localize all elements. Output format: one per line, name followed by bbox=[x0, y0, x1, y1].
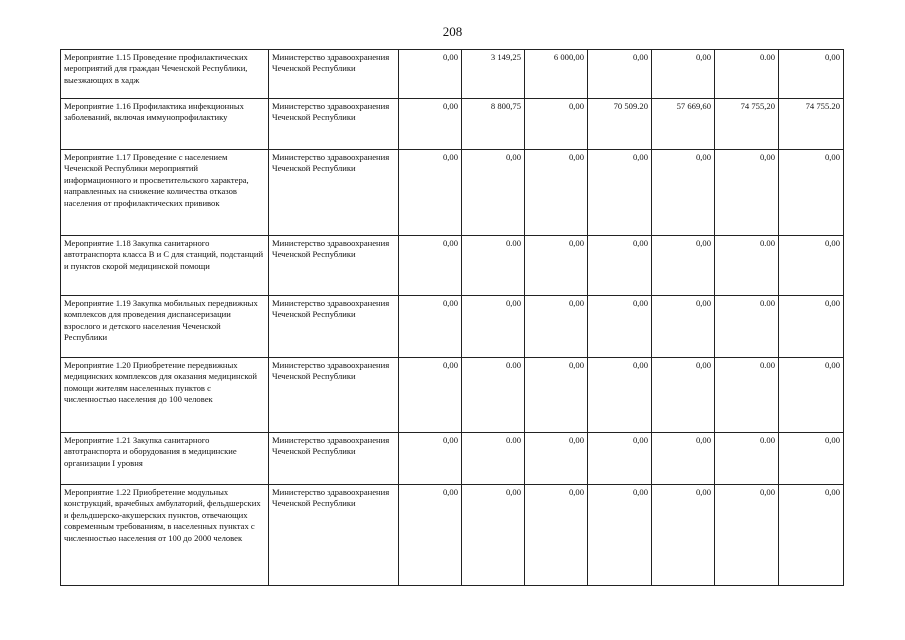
value-cell: 0,00 bbox=[525, 150, 588, 236]
table-row bbox=[61, 150, 844, 236]
page-number: 208 bbox=[442, 24, 463, 39]
event-name-cell: Мероприятие 1.16 Профилактика инфекционных заболеваний, включая иммунопрофилактику bbox=[61, 99, 269, 150]
executor-cell: Министерство здравоохранения Чеченской Республики bbox=[269, 150, 399, 236]
value-cell: 70 509.20 bbox=[588, 99, 652, 150]
value-cell: 0,00 bbox=[779, 236, 844, 296]
event-name-cell: Мероприятие 1.22 Приобретение модульных конструкций, врачебных амбулаторий, фельдшерских и фельдшерско-акушерских пунктов, отвечающих современным требованиям, в населенных пунктах с численностью населения от 100 до 2000 человек bbox=[61, 485, 269, 586]
executor-cell: Министерство здравоохранения Чеченской Республики bbox=[269, 433, 399, 485]
value-cell: 0,00 bbox=[652, 358, 715, 433]
value-cell: 0,00 bbox=[652, 485, 715, 586]
value-cell: 74 755,20 bbox=[715, 99, 779, 150]
value-cell: 0,00 bbox=[779, 150, 844, 236]
value-cell: 0,00 bbox=[525, 433, 588, 485]
value-cell: 0,00 bbox=[462, 150, 525, 236]
value-cell: 0,00 bbox=[588, 50, 652, 99]
event-name-cell: Мероприятие 1.19 Закупка мобильных передвижных комплексов для проведения диспансеризации взрослого и детского населения Чеченской Республики bbox=[61, 296, 269, 358]
value-cell: 0.00 bbox=[715, 433, 779, 485]
value-cell: 0,00 bbox=[652, 433, 715, 485]
value-cell: 0,00 bbox=[588, 485, 652, 586]
event-name-cell: Мероприятие 1.20 Приобретение передвижных медицинских комплексов для оказания медицинской помощи жителям населенных пунктов с численностью населения до 100 человек bbox=[61, 358, 269, 433]
value-cell: 0,00 bbox=[588, 433, 652, 485]
value-cell: 0,00 bbox=[399, 296, 462, 358]
value-cell: 0,00 bbox=[399, 485, 462, 586]
value-cell: 57 669,60 bbox=[652, 99, 715, 150]
value-cell: 0.00 bbox=[462, 358, 525, 433]
value-cell: 0,00 bbox=[525, 296, 588, 358]
value-cell: 0,00 bbox=[652, 236, 715, 296]
table-row bbox=[61, 236, 844, 296]
value-cell: 0,00 bbox=[399, 433, 462, 485]
value-cell: 0,00 bbox=[779, 358, 844, 433]
value-cell: 0,00 bbox=[779, 433, 844, 485]
value-cell: 0,00 bbox=[525, 236, 588, 296]
value-cell: 0,00 bbox=[462, 485, 525, 586]
value-cell: 0,00 bbox=[588, 236, 652, 296]
value-cell: 0,00 bbox=[652, 50, 715, 99]
value-cell: 0,00 bbox=[779, 485, 844, 586]
event-name-cell: Мероприятие 1.15 Проведение профилактических мероприятий для граждан Чеченской Республики, выезжающих в хадж bbox=[61, 50, 269, 99]
value-cell: 0,00 bbox=[525, 485, 588, 586]
value-cell: 0.00 bbox=[462, 236, 525, 296]
value-cell: 0,00 bbox=[779, 296, 844, 358]
table-row bbox=[61, 50, 844, 99]
executor-cell: Министерство здравоохранения Чеченской Республики bbox=[269, 296, 399, 358]
value-cell: 0,00 bbox=[399, 50, 462, 99]
value-cell: 0,00 bbox=[715, 485, 779, 586]
executor-cell: Министерство здравоохранения Чеченской Республики bbox=[269, 99, 399, 150]
value-cell: 0,00 bbox=[588, 358, 652, 433]
executor-cell: Министерство здравоохранения Чеченской Республики bbox=[269, 485, 399, 586]
value-cell: 74 755.20 bbox=[779, 99, 844, 150]
table-row bbox=[61, 296, 844, 358]
value-cell: 0,00 bbox=[588, 296, 652, 358]
value-cell: 0,00 bbox=[588, 150, 652, 236]
value-cell: 0,00 bbox=[525, 99, 588, 150]
table-row bbox=[61, 99, 844, 150]
table-row bbox=[61, 433, 844, 485]
value-cell: 0,00 bbox=[462, 296, 525, 358]
event-name-cell: Мероприятие 1.21 Закупка санитарного автотранспорта и оборудования в медицинские организации I уровня bbox=[61, 433, 269, 485]
value-cell: 0,00 bbox=[525, 358, 588, 433]
table-row bbox=[61, 358, 844, 433]
value-cell: 0,00 bbox=[652, 150, 715, 236]
value-cell: 0.00 bbox=[715, 358, 779, 433]
value-cell: 8 800,75 bbox=[462, 99, 525, 150]
value-cell: 0,00 bbox=[399, 99, 462, 150]
event-name-cell: Мероприятие 1.18 Закупка санитарного автотранспорта класса В и С для станций, подстанций и пунктов скорой медицинской помощи bbox=[61, 236, 269, 296]
value-cell: 0.00 bbox=[715, 236, 779, 296]
executor-cell: Министерство здравоохранения Чеченской Республики bbox=[269, 50, 399, 99]
executor-cell: Министерство здравоохранения Чеченской Республики bbox=[269, 236, 399, 296]
value-cell: 0,00 bbox=[779, 50, 844, 99]
value-cell: 0,00 bbox=[715, 150, 779, 236]
event-name-cell: Мероприятие 1.17 Проведение с населением Чеченской Республики мероприятий информационного и просветительского характера, направленных на снижение количества отказов населения от профилактических прививок bbox=[61, 150, 269, 236]
value-cell: 0.00 bbox=[462, 433, 525, 485]
value-cell: 0,00 bbox=[399, 236, 462, 296]
value-cell: 0.00 bbox=[715, 296, 779, 358]
value-cell: 3 149,25 bbox=[462, 50, 525, 99]
value-cell: 6 000,00 bbox=[525, 50, 588, 99]
value-cell: 0,00 bbox=[652, 296, 715, 358]
executor-cell: Министерство здравоохранения Чеченской Республики bbox=[269, 358, 399, 433]
value-cell: 0,00 bbox=[399, 358, 462, 433]
table-row bbox=[61, 485, 844, 586]
value-cell: 0.00 bbox=[715, 50, 779, 99]
value-cell: 0,00 bbox=[399, 150, 462, 236]
funding-table bbox=[60, 49, 844, 586]
